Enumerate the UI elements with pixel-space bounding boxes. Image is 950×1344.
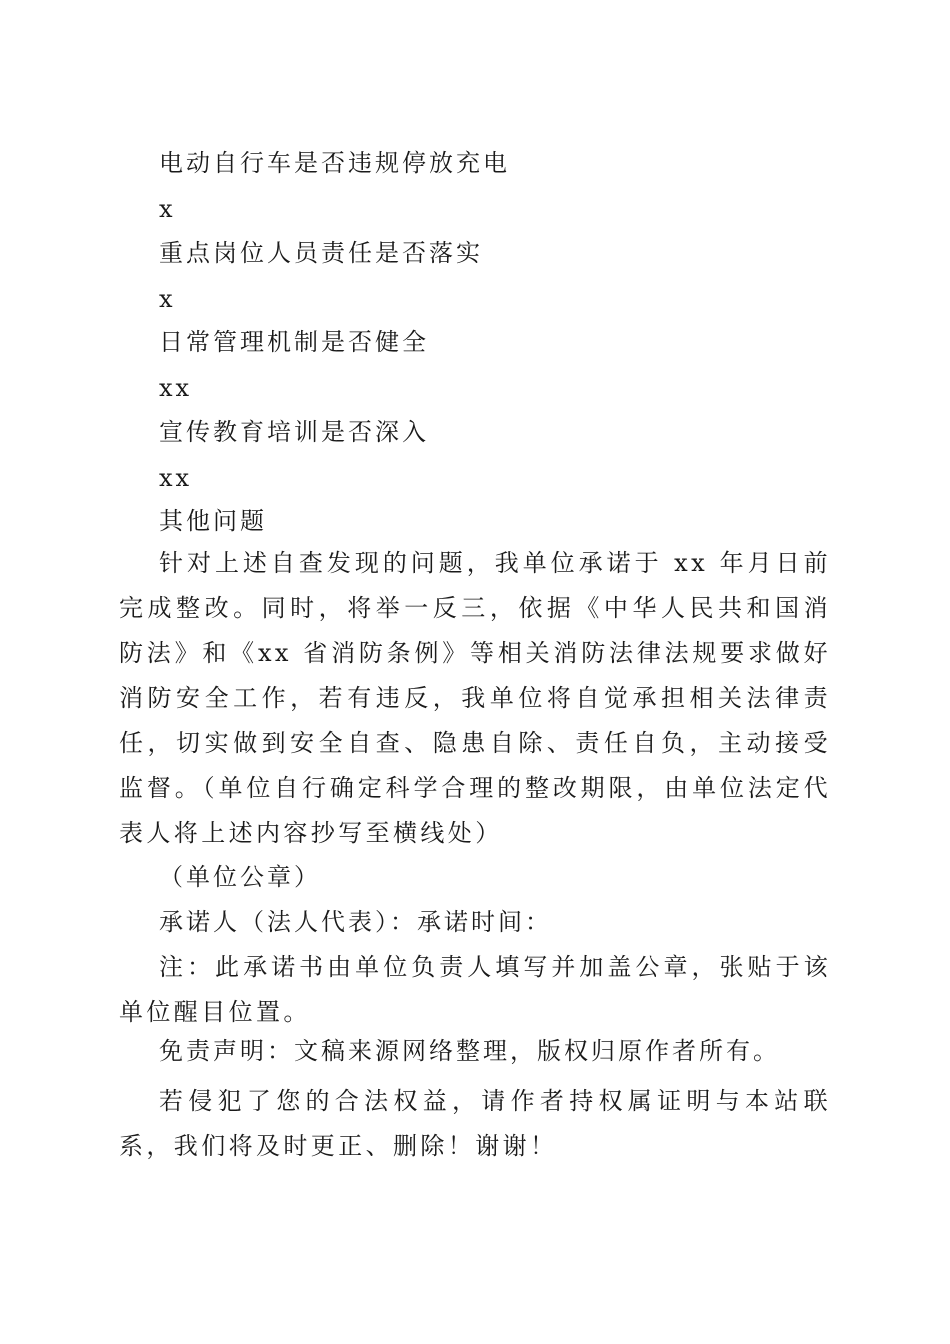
checklist-item-value: x xyxy=(159,285,176,313)
infringement-notice: 若侵犯了您的合法权益，请作者持权属证明与本站联系，我们将及时更正、删除！谢谢！ xyxy=(119,1087,831,1160)
other-issues-label: 其他问题 xyxy=(159,507,267,535)
unit-seal-label: （单位公章） xyxy=(159,863,321,891)
disclaimer-text: 免责声明：文稿来源网络整理，版权归原作者所有。 xyxy=(159,1037,780,1065)
signature-line: 承诺人（法人代表）：承诺时间： xyxy=(159,908,552,936)
checklist-item-value: x xyxy=(159,195,176,223)
checklist-item-label: 重点岗位人员责任是否落实 xyxy=(159,239,483,267)
checklist-item-label: 日常管理机制是否健全 xyxy=(159,328,429,356)
note-paragraph: 注：此承诺书由单位负责人填写并加盖公章，张贴于该单位醒目位置。 xyxy=(119,953,831,1026)
checklist-item-label: 宣传教育培训是否深入 xyxy=(159,418,429,446)
commitment-paragraph: 针对上述自查发现的问题，我单位承诺于 xx 年月日前完成整改。同时，将举一反三，依据《中华人民共和国消防法》和《xx 省消防条例》等相关消防法律法规要求做好消防安全工作，若有违反，我单位将自觉承担相关法律责任，切实做到安全自查、隐患自除、责任自负，主动接受监督。（单位自行确定科学合理的整改期限，由单位法定代表人将上述内容抄写至横线处） xyxy=(119,549,831,847)
checklist-item-value: xx xyxy=(159,464,193,492)
checklist-item-label: 电动自行车是否违规停放充电 xyxy=(159,149,510,177)
checklist-item-value: xx xyxy=(159,374,193,402)
